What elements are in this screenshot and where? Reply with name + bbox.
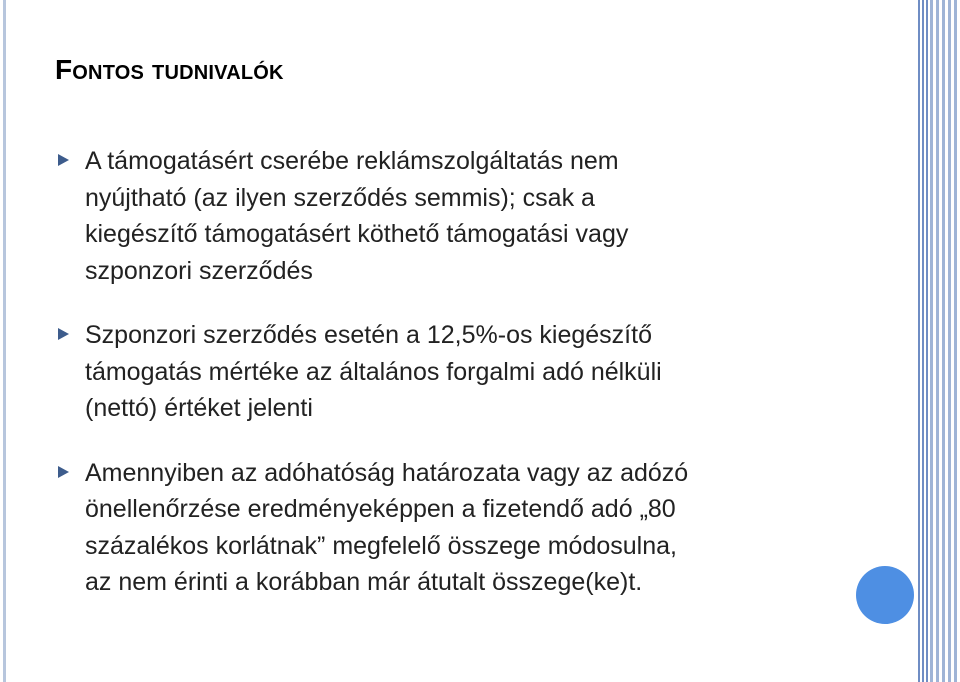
bullet-item-3 — [58, 455, 858, 601]
slide-title: Fontos tudnivalók — [55, 54, 284, 85]
right-decorative-stripes — [918, 0, 960, 682]
triangle-right-icon — [58, 154, 69, 166]
bullet-2-line-1: Szponzori szerződés esetén a 12,5%-os kiegészítő — [85, 321, 652, 349]
bullet-3-line-1: Amennyiben az adóhatóság határozata vagy az adózó — [85, 458, 689, 487]
bullet-item-2 — [58, 317, 858, 427]
decorative-circle — [856, 566, 914, 624]
triangle-right-icon — [58, 466, 69, 478]
bullet-1-line-2: nyújtható (az ilyen szerződés semmis); csak a — [85, 183, 595, 212]
bullet-3-line-4: az nem érinti a korábban már átutalt összege(ke)t. — [85, 568, 643, 596]
bullet-3-line-3: százalékos korlátnak” megfelelő összege módosulna, — [85, 531, 677, 560]
triangle-right-icon — [58, 328, 69, 340]
bullet-3-line-2: önellenőrzése eredményeképpen a fizetendő adó „80 — [85, 495, 676, 523]
bullet-1-line-3: kiegészítő támogatásért köthető támogatási vagy — [85, 220, 629, 248]
bullet-2-line-3: (nettó) értéket jelenti — [85, 394, 313, 422]
bullet-2-line-2: támogatás mértéke az általános forgalmi adó nélküli — [85, 357, 662, 386]
left-border-line — [3, 0, 6, 682]
bullet-1-line-1: A támogatásért cserébe reklámszolgáltatás nem — [85, 147, 619, 175]
bullet-1-line-4: szponzori szerződés — [85, 256, 313, 285]
bullet-list — [58, 143, 858, 629]
bullet-item-1 — [58, 143, 858, 289]
